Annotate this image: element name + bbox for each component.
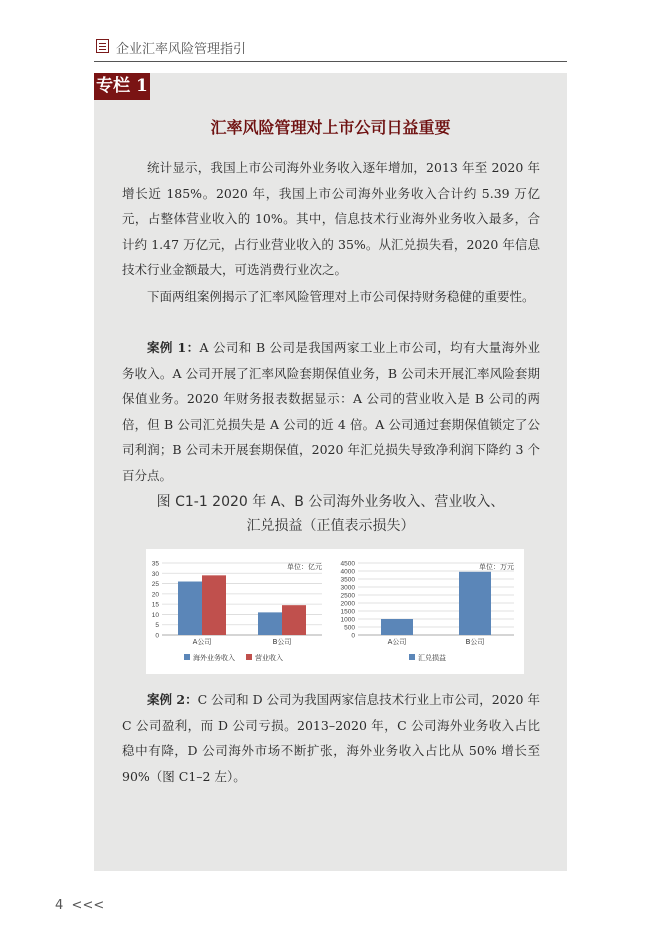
y-tick-label: 4500: [340, 560, 355, 568]
legend-swatch: [184, 654, 190, 660]
bar: [178, 582, 202, 635]
bar: [459, 572, 491, 635]
y-tick-label: 500: [344, 624, 355, 632]
legend-label: 汇兑损益: [418, 654, 446, 662]
y-tick-label: 0: [155, 632, 159, 640]
unit-label: 单位：万元: [479, 563, 514, 571]
y-tick-label: 2500: [340, 592, 355, 600]
figure-c1-1: [146, 549, 524, 674]
paragraph-case-1: [122, 335, 540, 489]
legend-swatch: [409, 654, 415, 660]
legend-label: 营业收入: [255, 654, 283, 662]
legend-label: 海外业务收入: [193, 654, 235, 662]
y-tick-label: 35: [151, 560, 159, 568]
y-tick-label: 3000: [340, 584, 355, 592]
bar: [282, 605, 306, 635]
header-divider: [94, 61, 567, 62]
page-number: [55, 898, 104, 913]
y-tick-label: 20: [151, 591, 159, 599]
y-tick-label: 1000: [340, 616, 355, 624]
case-2-label: 案例 2：: [147, 692, 198, 707]
y-tick-label: 1500: [340, 608, 355, 616]
paragraph-statistics: 统计显示，我国上市公司海外业务收入逐年增加，2013 年至 2020 年增长近 185%。2020 年，我国上市公司海外业务收入合计约 5.39 万亿元，占整体营业收入的 10%。其中，信息技术行业海外业务收入最多，合计约 1.47 万亿元，占行业营业收入的 35%。从汇兑损失看，2020 年信息技术行业金额最大，可选消费行业次之。: [122, 160, 540, 278]
paragraph-case-2: [122, 687, 540, 789]
y-tick-label: 25: [151, 581, 159, 589]
figure-caption-line-1: 图 C1-1 2020 年 A、B 公司海外业务收入、营业收入、: [156, 494, 505, 510]
category-label: A公司: [387, 638, 407, 646]
figure-caption-line-2: 汇兑损益（正值表示损失）: [246, 518, 415, 534]
category-label: A公司: [192, 638, 212, 646]
column-title: 汇率风险管理对上市公司日益重要: [210, 118, 451, 137]
case-1-text: A 公司和 B 公司是我国两家工业上市公司，均有大量海外业务收入。A 公司开展了汇率风险套期保值业务，B 公司未开展汇率风险套期保值业务。2020 年财务报表数据显示：A 公司的营业收入是 B 公司的两倍，但 B 公司汇兑损失是 A 公司的近 4 倍。A 公司通过套期保值锁定了公司利润；B 公司未开展套期保值，2020 年汇兑损失导致净利润下降约 3 个百分点。: [122, 340, 540, 483]
chart-fx-loss: [338, 549, 520, 674]
paragraph-intro-cases: 下面两组案例揭示了汇率风险管理对上市公司保持财务稳健的重要性。: [147, 289, 535, 304]
y-tick-label: 3500: [340, 576, 355, 584]
book-icon: [96, 39, 109, 53]
bar: [381, 619, 413, 635]
bar: [202, 575, 226, 635]
y-tick-label: 2000: [340, 600, 355, 608]
bar: [258, 612, 282, 635]
y-tick-label: 0: [351, 632, 355, 640]
chart-revenue: [146, 549, 328, 674]
case-1-label: 案例 1：: [147, 340, 200, 355]
y-tick-label: 4000: [340, 568, 355, 576]
y-tick-label: 5: [155, 622, 159, 630]
y-tick-label: 15: [151, 601, 159, 609]
page-arrows: <<<: [71, 898, 105, 913]
category-label: B公司: [272, 638, 292, 646]
running-header: 企业汇率风险管理指引: [116, 42, 247, 57]
y-tick-label: 10: [151, 611, 159, 619]
legend-swatch: [246, 654, 252, 660]
unit-label: 单位：亿元: [287, 563, 322, 571]
category-label: B公司: [465, 638, 485, 646]
page-number-value: 4: [55, 898, 64, 913]
y-tick-label: 30: [151, 570, 159, 578]
case-2-text: C 公司和 D 公司为我国两家信息技术行业上市公司，2020 年 C 公司盈利，而 D 公司亏损。2013–2020 年，C 公司海外业务收入占比稳中有降，D 公司海外市场不断扩张，海外业务收入占比从 50% 增长至 90%（图 C1–2 左）。: [122, 692, 540, 784]
column-tag: 专栏 1: [94, 73, 150, 100]
